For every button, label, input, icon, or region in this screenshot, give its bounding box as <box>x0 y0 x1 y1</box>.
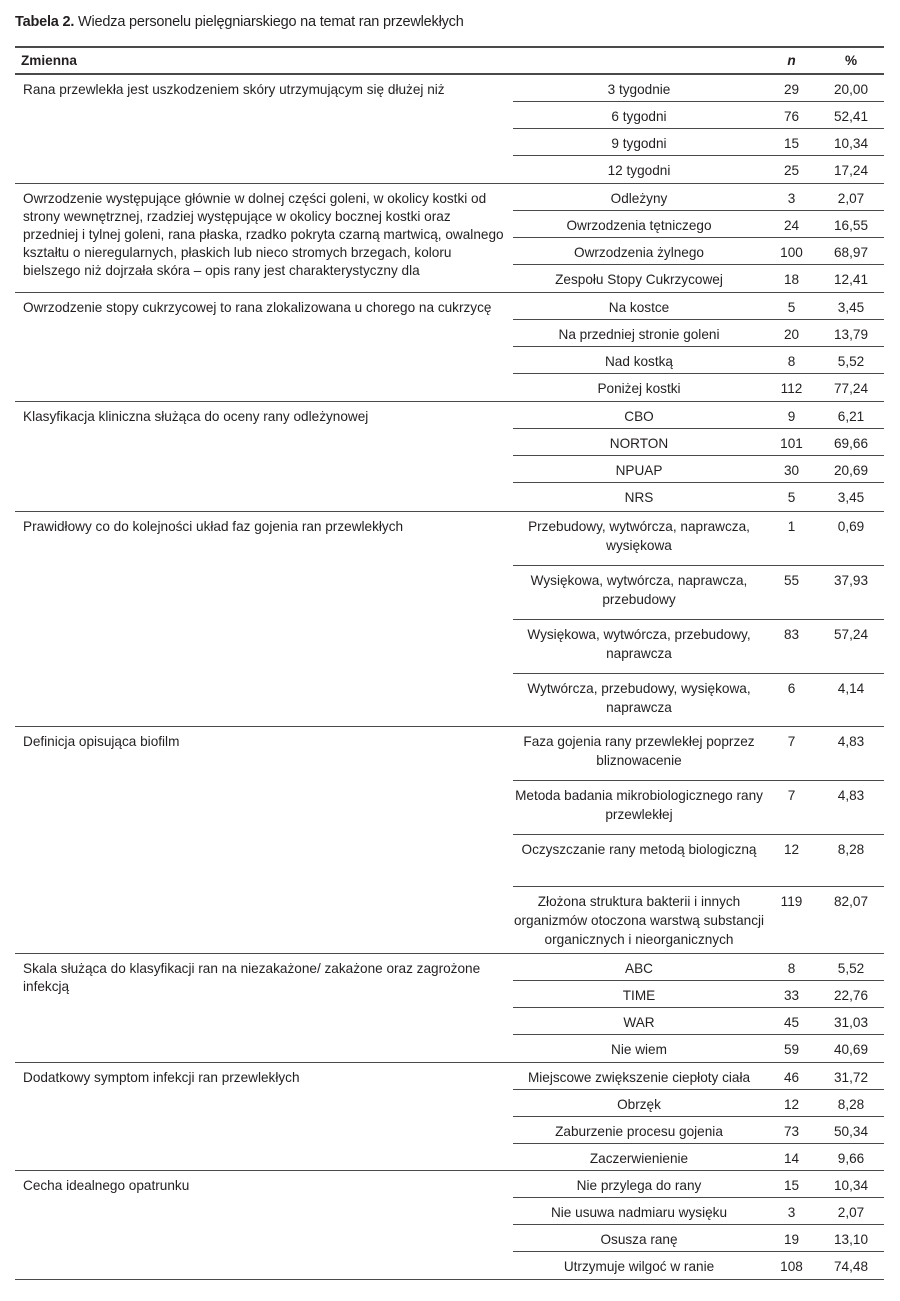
n-cell: 59 <box>765 1034 818 1062</box>
answer-cell: Wytwórcza, przebudowy, wysiękowa, naprawcza <box>513 673 765 726</box>
pct-cell: 6,21 <box>837 408 865 424</box>
answer-cell: Zaburzenie procesu gojenia <box>513 1116 765 1143</box>
answer-cell: Owrzodzenia tętniczego <box>513 210 765 237</box>
answer-cell: Przebudowy, wytwórcza, naprawcza, wysiękowa <box>528 518 750 553</box>
n-cell: 55 <box>765 565 818 619</box>
answer-cell: Oczyszczanie rany metodą biologiczną <box>513 834 765 886</box>
header-n: n <box>787 53 796 68</box>
pct-cell: 9,66 <box>818 1143 884 1170</box>
n-cell: 15 <box>765 128 818 155</box>
pct-cell: 4,83 <box>837 733 865 749</box>
answer-cell: Zaczerwienienie <box>513 1143 765 1170</box>
n-cell: 12 <box>765 834 818 886</box>
variable-group <box>15 511 884 726</box>
n-cell: 30 <box>765 455 818 482</box>
answer-cell: 6 tygodni <box>513 101 765 128</box>
pct-cell: 13,10 <box>818 1224 884 1251</box>
pct-cell: 82,07 <box>818 886 884 953</box>
answer-cell: Wysiękowa, wytwórcza, naprawcza, przebudowy <box>513 565 765 619</box>
n-cell: 8 <box>787 960 796 976</box>
header-pct: % <box>844 53 858 68</box>
table-row <box>15 401 884 428</box>
table-row <box>15 183 884 210</box>
answer-cell: WAR <box>513 1007 765 1034</box>
answer-cell: Złożona struktura bakterii i innych organizmów otoczona warstwą substancji organicznych i nieorganicznych <box>513 886 765 953</box>
pct-cell: 5,52 <box>837 960 865 976</box>
table-row <box>15 511 884 565</box>
pct-cell: 10,34 <box>833 1177 869 1193</box>
pct-cell: 50,34 <box>818 1116 884 1143</box>
n-cell: 8 <box>765 346 818 373</box>
n-cell: 73 <box>765 1116 818 1143</box>
n-cell: 7 <box>765 780 818 834</box>
n-cell: 108 <box>765 1251 818 1279</box>
table-row <box>15 953 884 980</box>
n-cell: 33 <box>765 980 818 1007</box>
answer-cell: Owrzodzenia żylnego <box>513 237 765 264</box>
variable-group <box>15 1170 884 1279</box>
answer-cell: NPUAP <box>513 455 765 482</box>
n-cell: 112 <box>765 373 818 401</box>
answer-cell: Odleżyny <box>610 190 668 206</box>
n-cell: 7 <box>787 733 796 749</box>
table-row <box>15 74 884 101</box>
n-cell: 83 <box>765 619 818 673</box>
pct-cell: 13,79 <box>818 319 884 346</box>
pct-cell: 68,97 <box>818 237 884 264</box>
pct-cell: 10,34 <box>818 128 884 155</box>
variable-cell: Dodatkowy symptom infekcji ran przewlekłych <box>23 1069 300 1085</box>
pct-cell: 69,66 <box>818 428 884 455</box>
knowledge-table <box>15 46 884 1280</box>
caption-title: Wiedza personelu pielęgniarskiego na temat ran przewlekłych <box>78 14 464 30</box>
answer-cell: 9 tygodni <box>513 128 765 155</box>
pct-cell: 2,07 <box>818 1197 884 1224</box>
pct-cell: 5,52 <box>818 346 884 373</box>
pct-cell: 4,14 <box>818 673 884 726</box>
n-cell: 19 <box>765 1224 818 1251</box>
n-cell: 24 <box>765 210 818 237</box>
n-cell: 29 <box>783 82 800 97</box>
variable-cell: Prawidłowy co do kolejności układ faz gojenia ran przewlekłych <box>23 518 404 534</box>
pct-cell: 20,69 <box>818 455 884 482</box>
table-row <box>15 726 884 780</box>
answer-cell: Metoda badania mikrobiologicznego rany przewlekłej <box>513 780 765 834</box>
n-cell: 3 <box>765 1197 818 1224</box>
answer-cell: TIME <box>513 980 765 1007</box>
pct-cell: 74,48 <box>818 1251 884 1279</box>
pct-cell: 31,03 <box>818 1007 884 1034</box>
pct-cell: 57,24 <box>818 619 884 673</box>
answer-cell: Na kostce <box>608 299 670 315</box>
pct-cell: 3,45 <box>818 482 884 511</box>
answer-cell: Nie wiem <box>513 1034 765 1062</box>
table-row <box>15 1170 884 1197</box>
answer-cell: NRS <box>513 482 765 511</box>
n-cell: 45 <box>765 1007 818 1034</box>
pct-cell: 16,55 <box>818 210 884 237</box>
header-answer <box>513 47 765 74</box>
pct-cell: 17,24 <box>818 155 884 183</box>
n-cell: 101 <box>765 428 818 455</box>
answer-cell: 3 tygodnie <box>607 82 671 97</box>
variable-cell: Rana przewlekła jest uszkodzeniem skóry utrzymującym się dłużej niż <box>23 82 445 97</box>
answer-cell: Poniżej kostki <box>513 373 765 401</box>
answer-cell: Nie usuwa nadmiaru wysięku <box>513 1197 765 1224</box>
answer-cell: Miejscowe zwiększenie ciepłoty ciała <box>527 1069 751 1085</box>
n-cell: 3 <box>787 190 796 206</box>
pct-cell: 8,28 <box>818 1089 884 1116</box>
variable-cell: Owrzodzenie występujące głównie w dolnej części goleni, w okolicy kostki od strony wewnętrznej, rzadziej występujące w okolicy bocznej kostki oraz przedniej i tylnej goleni, rana płaska, rzadko pokryta czarną martwicą, owalnego kształtu o nieregularnych, płaskich lub nieco stromych brzegach, koloru bielszego niż dojrzała skóra – opis rany jest charakterystyczny dla <box>23 190 504 278</box>
table-row <box>15 292 884 319</box>
answer-cell: CBO <box>624 408 654 424</box>
variable-group <box>15 953 884 1062</box>
pct-cell: 52,41 <box>818 101 884 128</box>
variable-group <box>15 1062 884 1170</box>
answer-cell: Obrzęk <box>513 1089 765 1116</box>
variable-group <box>15 74 884 183</box>
variable-cell: Owrzodzenie stopy cukrzycowej to rana zlokalizowana u chorego na cukrzycę <box>23 299 492 315</box>
pct-cell: 8,28 <box>818 834 884 886</box>
answer-cell: Nie przylega do rany <box>576 1177 702 1193</box>
answer-cell: Wysiękowa, wytwórcza, przebudowy, naprawcza <box>513 619 765 673</box>
n-cell: 46 <box>783 1069 800 1085</box>
n-cell: 1 <box>787 518 796 534</box>
variable-group <box>15 183 884 292</box>
variable-cell: Skala służąca do klasyfikacji ran na niezakażone/ zakażone oraz zagrożone infekcją <box>23 960 481 994</box>
pct-cell: 12,41 <box>818 264 884 292</box>
n-cell: 15 <box>783 1177 800 1193</box>
n-cell: 9 <box>787 408 796 424</box>
variable-cell: Cecha idealnego opatrunku <box>23 1177 190 1193</box>
answer-cell: Utrzymuje wilgoć w ranie <box>513 1251 765 1279</box>
n-cell: 5 <box>787 299 796 315</box>
n-cell: 100 <box>765 237 818 264</box>
variable-cell: Klasyfikacja kliniczna służąca do oceny rany odleżynowej <box>23 408 369 424</box>
variable-group <box>15 292 884 401</box>
header-variable: Zmienna <box>21 53 77 68</box>
n-cell: 6 <box>765 673 818 726</box>
answer-cell: NORTON <box>513 428 765 455</box>
n-cell: 76 <box>765 101 818 128</box>
pct-cell: 31,72 <box>833 1069 869 1085</box>
pct-cell: 37,93 <box>818 565 884 619</box>
variable-group <box>15 726 884 953</box>
answer-cell: Zespołu Stopy Cukrzycowej <box>513 264 765 292</box>
n-cell: 12 <box>765 1089 818 1116</box>
table-header <box>15 47 884 74</box>
answer-cell: Nad kostką <box>513 346 765 373</box>
n-cell: 25 <box>765 155 818 183</box>
pct-cell: 22,76 <box>818 980 884 1007</box>
n-cell: 5 <box>765 482 818 511</box>
n-cell: 20 <box>765 319 818 346</box>
answer-cell: ABC <box>625 960 653 976</box>
pct-cell: 3,45 <box>837 299 865 315</box>
n-cell: 119 <box>765 886 818 953</box>
answer-cell: Faza gojenia rany przewlekłej poprzez bliznowacenie <box>523 733 755 768</box>
pct-cell: 2,07 <box>837 190 865 206</box>
pct-cell: 4,83 <box>818 780 884 834</box>
pct-cell: 77,24 <box>818 373 884 401</box>
header-row <box>15 47 884 74</box>
caption-label: Tabela 2. <box>15 14 75 30</box>
variable-cell: Definicja opisująca biofilm <box>23 733 180 749</box>
answer-cell: 12 tygodni <box>513 155 765 183</box>
pct-cell: 20,00 <box>833 82 869 97</box>
n-cell: 14 <box>765 1143 818 1170</box>
answer-cell: Osusza ranę <box>513 1224 765 1251</box>
n-cell: 18 <box>765 264 818 292</box>
variable-group <box>15 401 884 511</box>
pct-cell: 40,69 <box>818 1034 884 1062</box>
answer-cell: Na przedniej stronie goleni <box>513 319 765 346</box>
table-row <box>15 1062 884 1089</box>
table-caption <box>15 14 464 30</box>
pct-cell: 0,69 <box>837 518 865 534</box>
